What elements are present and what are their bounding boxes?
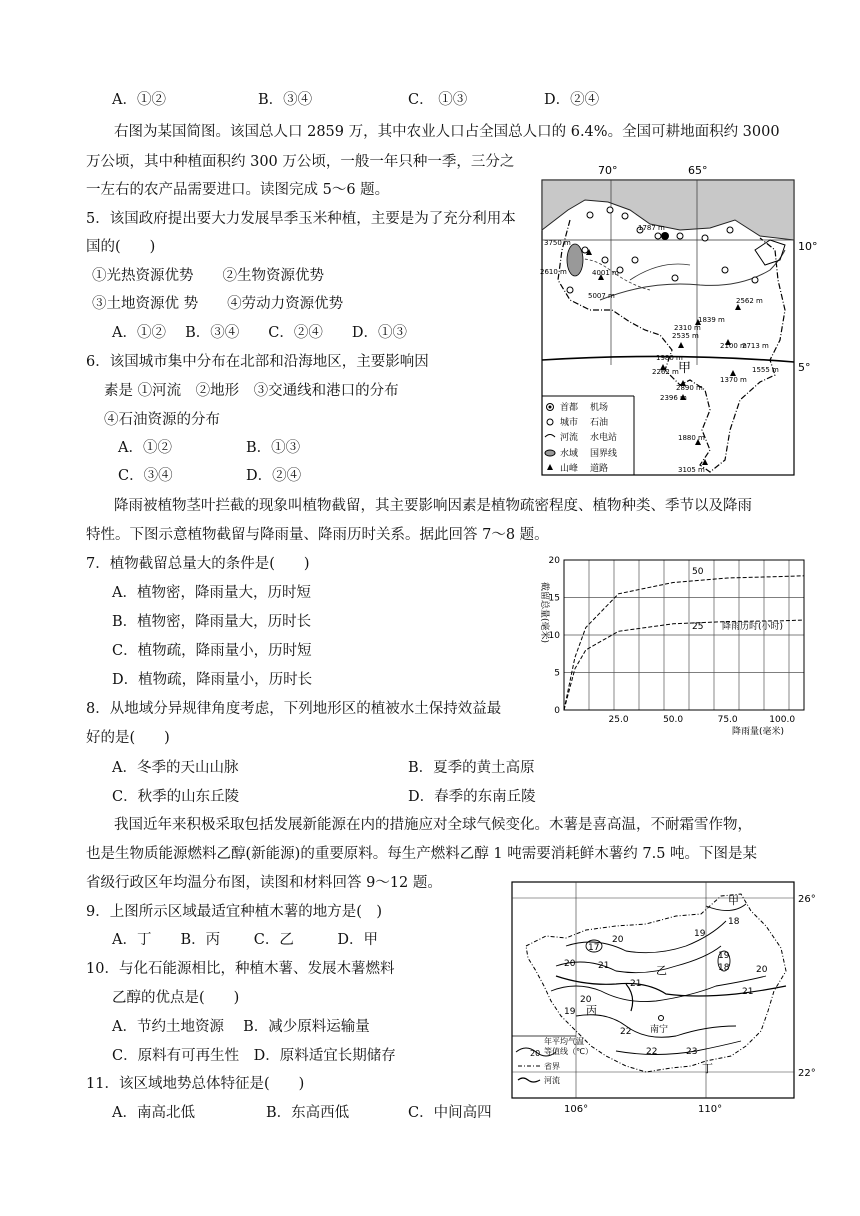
q6-option-b: B．①③ — [246, 440, 301, 456]
map1-lat-10: 10° — [798, 240, 818, 253]
passage1-line3: 一左右的农产品需要进口。读图完成 5～6 题。 — [86, 182, 390, 198]
map2-label-jia: 甲 — [728, 894, 739, 907]
peak-label: 1880 m — [678, 434, 705, 442]
q4-option-a: A．①② — [112, 92, 166, 108]
q10-options-cd: C．原料有可再生性 D．原料适宜长期储存 — [112, 1048, 396, 1064]
chart-xtick-label: 75.0 — [717, 715, 738, 725]
legend-city: 城市 — [560, 418, 579, 428]
interception-chart — [534, 552, 824, 742]
q5-options: A．①② B．③④ C．②④ D．①③ — [112, 325, 407, 341]
legend-border: 国界线 — [590, 449, 618, 459]
peak-label: 1555 m — [752, 366, 779, 374]
isotherm-value: 20 — [756, 965, 768, 975]
chart-xtick-label: 100.0 — [769, 715, 796, 725]
passage2-line2: 特性。下图示意植物截留与降雨量、降雨历时关系。据此回答 7～8 题。 — [86, 527, 549, 543]
legend-isotherm-value: 20 — [530, 1049, 541, 1058]
q7-option-d: D．植物疏，降雨量小，历时长 — [112, 672, 313, 688]
peak-label: 3750 m — [544, 239, 571, 247]
q8-option-d: D．春季的东南丘陵 — [408, 789, 536, 805]
q6-option-d: D．②④ — [246, 468, 302, 484]
chart-xlabel: 降雨量(毫米) — [732, 727, 785, 737]
peak-label: 1980 m — [656, 354, 683, 362]
peak-label: 5007 m — [588, 292, 615, 300]
isotherm-value: 18 — [728, 917, 740, 927]
q9-options: A．丁 B．丙 C．乙 D．甲 — [112, 932, 378, 948]
passage3-line1: 我国近年来积极采取包括发展新能源在内的措施应对全球气候变化。木薯是喜高温，不耐霜雪作物， — [114, 817, 752, 833]
map2-lat-26: 26° — [798, 894, 816, 905]
passage3-line3: 省级行政区年均温分布图，读图和材料回答 9～12 题。 — [86, 875, 442, 891]
q10-stem-1: 10．与化石能源相比，种植木薯、发展木薯燃料 — [86, 961, 395, 977]
chart-xtick-label: 50.0 — [663, 715, 684, 725]
legend-province-border: 省界 — [544, 1062, 560, 1071]
q7-option-b: B．植物密，降雨量大，历时长 — [112, 614, 312, 630]
peak-label: 2310 m — [674, 324, 701, 332]
isotherm-map — [506, 876, 836, 1116]
isotherm-value: 19 — [694, 929, 706, 939]
legend-capital: 首都 — [560, 403, 579, 413]
q7-stem: 7．植物截留总量大的条件是( ) — [86, 556, 310, 572]
legend-isotherm-line1: 年平均气温 — [544, 1037, 584, 1046]
map2-lon-106: 106° — [564, 1104, 589, 1115]
chart-series-label-25: 25 — [692, 622, 704, 632]
q8-option-a: A．冬季的天山山脉 — [112, 760, 239, 776]
q4-option-b: B．③④ — [258, 92, 313, 108]
isotherm-value: 20 — [612, 935, 624, 945]
map1-region-jia: 甲 — [678, 361, 692, 376]
map2-label-yi: 乙 — [656, 964, 667, 977]
q5-stem-2: 国的( ) — [86, 239, 156, 255]
legend-hydro: 水电站 — [590, 433, 618, 443]
isotherm-value: 18 — [718, 963, 730, 973]
peak-label: 4001 m — [592, 269, 619, 277]
q9-stem: 9．上图所示区域最适宜种植木薯的地方是( ) — [86, 904, 383, 920]
chart-ytick-label: 10 — [548, 631, 560, 641]
country-map — [530, 160, 830, 480]
passage2-line1: 降雨被植物茎叶拦截的现象叫植物截留，其主要影响因素是植物疏密程度、植物种类、季节以及降雨 — [114, 498, 752, 514]
isotherm-value: 17 — [588, 943, 600, 953]
peak-label: 2396 m — [660, 394, 687, 402]
peak-label: 2562 m — [736, 297, 763, 305]
legend-peak: 山峰 — [560, 464, 579, 474]
q8-option-b: B．夏季的黄土高原 — [408, 760, 535, 776]
chart-xtick-label: 25.0 — [608, 715, 629, 725]
legend-river: 河流 — [544, 1076, 560, 1085]
q8-option-c: C．秋季的山东丘陵 — [112, 789, 240, 805]
chart-ytick-label: 20 — [548, 556, 560, 566]
chart-series-label-50: 50 — [692, 567, 704, 577]
chart-ytick-label: 5 — [554, 668, 560, 679]
q4-option-c: C． ①③ — [408, 92, 468, 108]
q6-option-c: C．③④ — [118, 468, 173, 484]
q6-stem-1: 6．该国城市集中分布在北部和沿海地区，主要影响因 — [86, 354, 429, 370]
passage1-line2: 万公顷，其中种植面积约 300 万公顷，一般一年只种一季，三分之 — [86, 154, 515, 170]
q11-option-b: B．东高西低 — [266, 1105, 350, 1121]
chart-ytick-label: 0 — [554, 706, 560, 716]
isotherm-value: 21 — [598, 961, 610, 971]
q10-stem-2: 乙醇的优点是( ) — [112, 990, 240, 1006]
peak-label: 2535 m — [672, 332, 699, 340]
chart-series-line-25 — [564, 620, 804, 710]
legend-airport: 机场 — [590, 403, 609, 413]
q7-option-a: A．植物密，降雨量大，历时短 — [112, 585, 311, 601]
isotherm-value: 22 — [646, 1047, 658, 1057]
q5-items-1: ①光热资源优势 ②生物资源优势 — [92, 268, 324, 284]
isotherm-value: 20 — [564, 959, 576, 969]
peak-label: 1370 m — [720, 376, 747, 384]
peak-label: 2610 m — [540, 268, 567, 276]
q11-stem: 11．该区域地势总体特征是( ) — [86, 1076, 305, 1092]
peak-label: 3105 m — [678, 466, 705, 474]
q6-option-a: A．①② — [118, 440, 172, 456]
chart-ylabel: 截留总量(毫米) — [539, 582, 549, 644]
peak-label: 2262 m — [652, 368, 679, 376]
isotherm-value: 19 — [564, 1007, 576, 1017]
peak-label: 1839 m — [698, 316, 725, 324]
map2-lon-110: 110° — [698, 1104, 723, 1115]
chart-series-line-50 — [564, 576, 804, 710]
map2-lat-22: 22° — [798, 1068, 816, 1079]
peak-label: 1787 m — [638, 224, 665, 232]
isotherm-value: 22 — [620, 1027, 632, 1037]
q11-option-a: A．南高北低 — [112, 1105, 195, 1121]
q8-stem-1: 8．从地域分异规律角度考虑，下列地形区的植被水土保持效益最 — [86, 701, 502, 717]
peak-label: 2713 m — [742, 342, 769, 350]
chart-legend-title: 降雨历时(小时) — [722, 622, 784, 632]
q6-stem-3: ④石油资源的分布 — [104, 412, 220, 428]
isotherm-value: 23 — [686, 1047, 698, 1057]
q11-option-c: C．中间高四 — [408, 1105, 492, 1121]
q7-option-c: C．植物疏，降雨量小，历时短 — [112, 643, 312, 659]
passage3-line2: 也是生物质能源燃料乙醇(新能源)的重要原料。每生产燃料乙醇 1 吨需要消耗鲜木薯约 7.5 吨。下图是某 — [86, 846, 758, 862]
q10-options-ab: A．节约土地资源 B．减少原料运输量 — [112, 1019, 370, 1035]
map2-label-ding: 丁 — [702, 1062, 713, 1075]
map2-label-bing: 丙 — [586, 1004, 597, 1017]
peak-label: 2890 m — [676, 384, 703, 392]
isotherm-value: 19 — [718, 951, 730, 961]
isotherm-value: 21 — [742, 987, 754, 997]
map1-lat-5: 5° — [798, 361, 811, 374]
legend-water: 水域 — [560, 449, 579, 459]
peak-label: 2100 m — [720, 342, 747, 350]
q8-stem-2: 好的是( ) — [86, 730, 170, 746]
legend-river: 河流 — [560, 433, 579, 443]
q5-items-2: ③土地资源优 势 ④劳动力资源优势 — [92, 296, 344, 312]
map1-lon-70: 70° — [598, 164, 618, 177]
q5-stem-1: 5．该国政府提出要大力发展旱季玉米种植，主要是为了充分利用本 — [86, 211, 516, 227]
isotherm-value: 21 — [630, 979, 642, 989]
q6-stem-2: 素是 ①河流 ②地形 ③交通线和港口的分布 — [104, 383, 399, 399]
isotherm-value: 20 — [580, 995, 592, 1005]
legend-road: 道路 — [590, 464, 609, 474]
passage1-line1: 右图为某国简图。该国总人口 2859 万，其中农业人口占全国总人口的 6.4%。全国可耕地面积约 3000 — [114, 124, 780, 140]
q4-option-d: D．②④ — [544, 92, 600, 108]
map1-lon-65: 65° — [688, 164, 708, 177]
legend-oil: 石油 — [590, 418, 609, 428]
map2-city-nanning: 南宁 — [650, 1025, 669, 1035]
chart-ytick-label: 15 — [548, 593, 560, 604]
legend-isotherm-line2: 等值线（℃） — [544, 1047, 593, 1056]
